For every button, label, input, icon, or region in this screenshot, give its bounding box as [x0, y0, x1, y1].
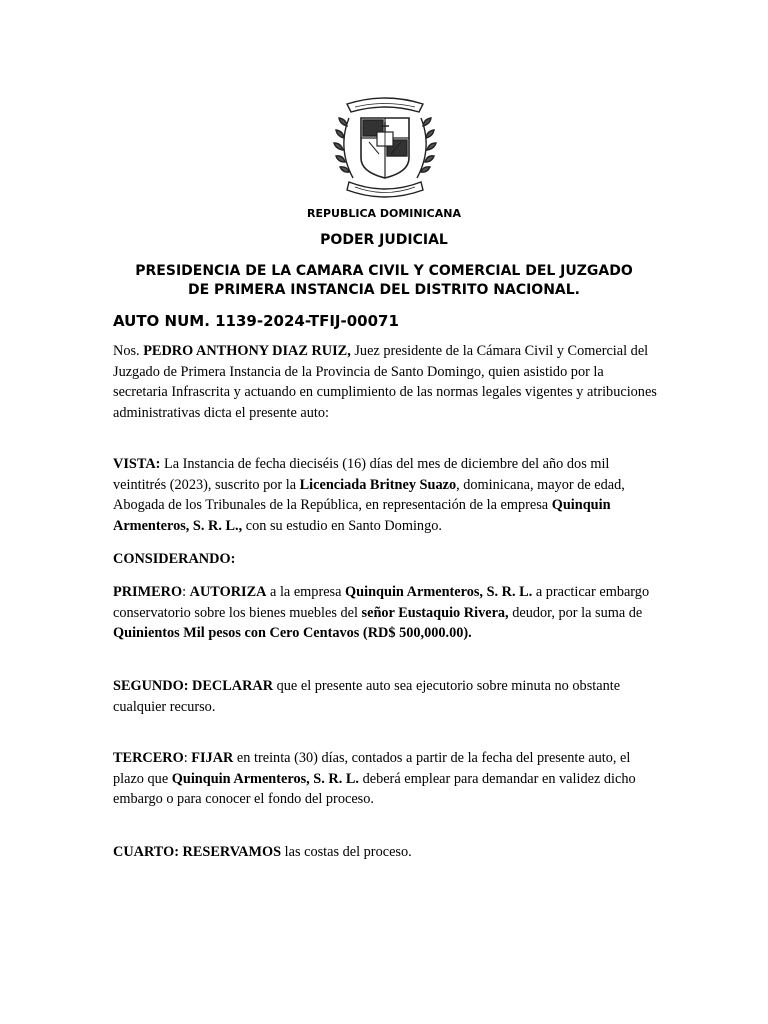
- cuarto-paragraph: [113, 842, 658, 863]
- cuarto-label: CUARTO: RESERVAMOS: [113, 844, 282, 860]
- primero-text: a practicar embargo conservatorio sobre los bienes muebles del: [113, 584, 650, 621]
- primero-text: a la empresa: [266, 584, 346, 600]
- judge-name: PEDRO ANTHONY DIAZ RUIZ,: [143, 343, 351, 359]
- tercero-action: FIJAR: [191, 750, 234, 766]
- company-name: Quinquin Armenteros, S. R. L.,: [113, 497, 611, 534]
- tercero-paragraph: [113, 748, 658, 810]
- amount: Quinientos Mil pesos con Cero Centavos (RD$ 500,000.00).: [113, 625, 472, 641]
- primero-text: deudor, por la suma de: [508, 604, 643, 621]
- intro-paragraph: [113, 341, 658, 423]
- lawyer-name: Licenciada Britney Suazo: [299, 476, 457, 493]
- considerando-heading: [113, 549, 658, 570]
- primero-action: AUTORIZA: [189, 584, 267, 600]
- court-title-line-1: PRESIDENCIA DE LA CAMARA CIVIL Y COMERCIAL DEL JUZGADO: [135, 263, 633, 279]
- company-name: Quinquin Armenteros, S. R. L.: [171, 770, 359, 787]
- court-title: [0, 262, 768, 300]
- republic-heading: REPUBLICA DOMINICANA: [306, 207, 461, 220]
- debtor-name: señor Eustaquio Rivera,: [361, 604, 509, 621]
- considerando-label: CONSIDERANDO:: [113, 551, 236, 567]
- company-name: Quinquin Armenteros, S. R. L.: [345, 584, 533, 600]
- vista-text: con su estudio en Santo Domingo.: [242, 517, 442, 534]
- cuarto-text: las costas del proceso.: [281, 844, 412, 860]
- intro-text: Nos.: [113, 343, 144, 359]
- segundo-label: SEGUNDO: DECLARAR: [113, 678, 274, 694]
- primero-paragraph: [113, 582, 658, 644]
- intro-text: Juez presidente de la Cámara Civil y Comercial del Juzgado de Primera Instancia de la Provincia de Santo Domingo, quien asistido por la secretaria Infrascrita y actuando en cumplimiento de las normas legales vigentes y atribuciones administrativas dicta el presente auto:: [113, 343, 657, 421]
- vista-label: VISTA:: [113, 456, 161, 472]
- auto-number: AUTO NUM. 1139-2024-TFIJ-00071: [113, 312, 399, 330]
- vista-text: La Instancia de fecha dieciséis (16) días del mes de diciembre del año dos mil veintitrés (2023), suscrito por la: [113, 456, 610, 493]
- vista-text: , dominicana, mayor de edad, Abogada de los Tribunales de la República, en representación de la empresa: [113, 476, 625, 513]
- primero-label: PRIMERO: [113, 584, 183, 600]
- tercero-text: deberá emplear para demandar en validez dicho embargo o para conocer el fondo del proceso.: [113, 770, 636, 807]
- judicial-power-heading: PODER JUDICIAL: [320, 232, 448, 248]
- primero-text: :: [182, 584, 190, 600]
- vista-paragraph: [113, 454, 658, 536]
- court-title-line-2: DE PRIMERA INSTANCIA DEL DISTRITO NACIONAL.: [188, 282, 580, 298]
- tercero-text: :: [183, 750, 192, 766]
- tercero-text: en treinta (30) días, contados a partir de la fecha del presente auto, el plazo que: [113, 750, 631, 787]
- segundo-text: que el presente auto sea ejecutorio sobre minuta no obstante cualquier recurso.: [113, 678, 621, 715]
- tercero-label: TERCERO: [113, 750, 184, 766]
- segundo-paragraph: [113, 676, 658, 717]
- dominican-coat-of-arms-icon: [333, 92, 437, 200]
